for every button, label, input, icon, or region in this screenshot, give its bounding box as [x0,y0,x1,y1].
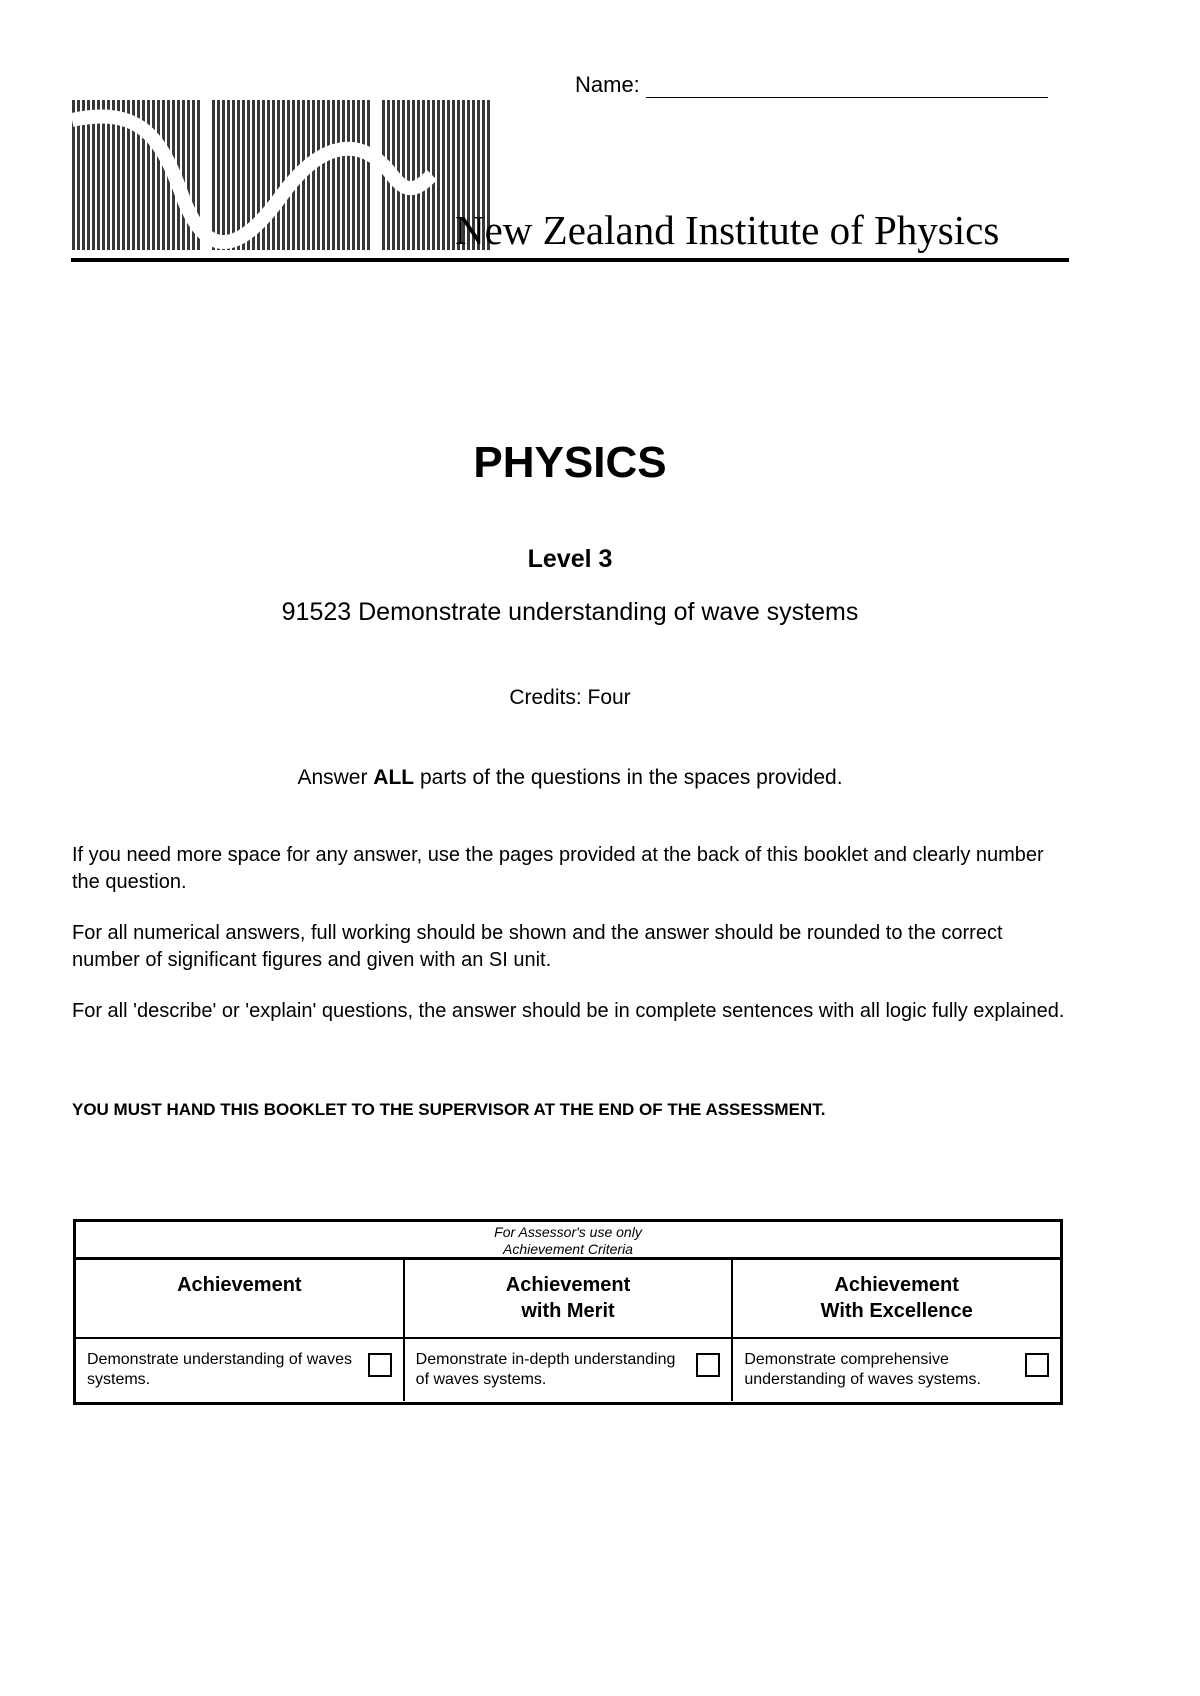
header-divider [71,258,1069,262]
criteria-text: Demonstrate in-depth understanding of waves systems. [415,1351,676,1388]
merit-checkbox[interactable] [696,1353,720,1377]
answer-emphasis: ALL [373,766,415,789]
answer-prefix: Answer [297,766,374,789]
numerical-answer-instruction: For all numerical answers, full working should be shown and the answer should be rounded to the correct number of significant figures and given with an SI unit. [72,922,1003,971]
column-heading-merit [405,1260,734,1337]
credits-label: Credits: Four [509,686,631,709]
answer-all-instruction [0,766,1140,790]
assessor-table-caption [76,1222,1060,1260]
achievement-checkbox[interactable] [368,1353,392,1377]
organization-name: New Zealand Institute of Physics [455,207,1000,253]
subject-title: PHYSICS [473,438,667,487]
institute-logo [72,100,492,255]
excellence-checkbox[interactable] [1025,1353,1049,1377]
hand-in-notice: YOU MUST HAND THIS BOOKLET TO THE SUPERVISOR AT THE END OF THE ASSESSMENT. [72,1100,826,1119]
extra-space-instruction: If you need more space for any answer, use the pages provided at the back of this booklet and clearly number the question. [72,844,1044,893]
heading-line: With Excellence [820,1300,973,1322]
column-heading-achievement [76,1260,405,1337]
table-criteria-row [76,1339,1060,1401]
criteria-cell-merit [405,1339,734,1401]
criteria-text: Demonstrate comprehensive understanding of waves systems. [744,1351,981,1388]
name-field-line[interactable] [575,72,1048,98]
criteria-text: Demonstrate understanding of waves systems. [87,1351,353,1388]
heading-line: with Merit [521,1300,615,1322]
heading-line: Achievement [834,1274,959,1296]
assessor-table [73,1219,1063,1405]
column-heading-excellence [733,1260,1060,1337]
heading-line: Achievement [505,1274,631,1296]
level-label: Level 3 [527,545,613,573]
achievement-criteria-label: Achievement Criteria [503,1241,633,1257]
name-label: Name: [575,72,640,97]
heading-line: Achievement [177,1274,302,1296]
assessor-use-label: For Assessor's use only [494,1224,642,1240]
table-header-row [76,1260,1060,1339]
name-blank[interactable] [646,73,1048,98]
standard-title: 91523 Demonstrate understanding of wave systems [281,598,859,626]
criteria-cell-achievement [76,1339,405,1401]
criteria-cell-excellence [733,1339,1060,1401]
describe-explain-instruction: For all 'describe' or 'explain' questions, the answer should be in complete sentences with all logic fully explained. [72,1000,1065,1022]
answer-suffix: parts of the questions in the spaces provided. [414,766,843,789]
